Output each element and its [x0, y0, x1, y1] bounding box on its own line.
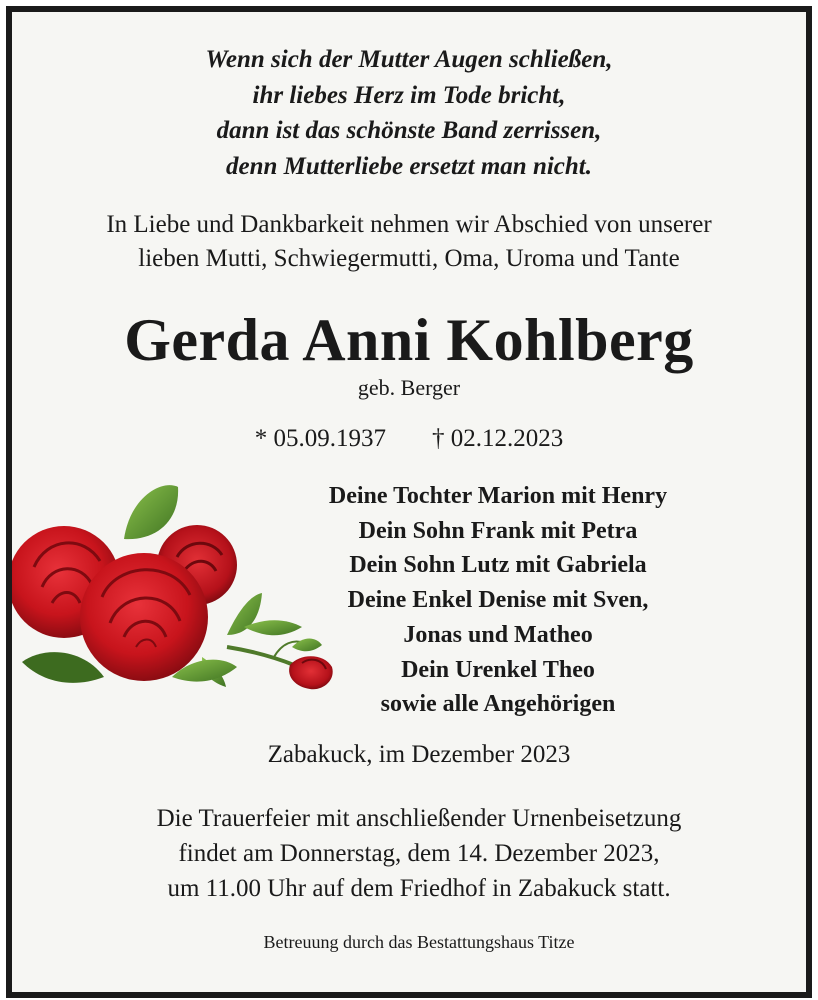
mourner-line: Deine Tochter Marion mit Henry [328, 483, 668, 509]
poem-line: ihr liebes Herz im Tode bricht, [252, 81, 566, 109]
ceremony-line: Die Trauerfeier mit anschließender Urnenbeisetzung [156, 805, 682, 832]
intro-line: In Liebe und Dankbarkeit nehmen wir Abschied von unserer [106, 211, 712, 238]
birth-date: * 05.09.1937 [254, 425, 386, 452]
mourner-line: Dein Sohn Lutz mit Gabriela [349, 552, 647, 579]
poem-line: dann ist das schönste Band zerrissen, [216, 117, 602, 144]
funeral-home-credit: Betreuung durch das Bestattungshaus Titze [263, 932, 575, 952]
poem-line: Wenn sich der Mutter Augen schließen, [205, 46, 613, 73]
deceased-name: Gerda Anni Kohlberg [124, 307, 694, 373]
mourner-line: sowie alle Angehörigen [380, 691, 616, 718]
memorial-poem [12, 42, 806, 184]
ceremony-line: findet am Donnerstag, dem 14. Dezember 2023, [178, 840, 660, 867]
maiden-name: geb. Berger [357, 375, 461, 400]
mourner-line: Deine Enkel Denise mit Sven, [347, 587, 649, 614]
poem-line: denn Mutterliebe ersetzt man nicht. [225, 152, 592, 180]
obituary-card [6, 6, 812, 998]
ceremony-details [22, 801, 816, 906]
ceremony-line: um 11.00 Uhr auf dem Friedhof in Zabakuck statt. [167, 875, 671, 902]
mourners-list [248, 479, 748, 722]
mourner-line: Dein Urenkel Theo [401, 656, 595, 683]
intro-text [12, 208, 806, 276]
death-date: † 02.12.2023 [432, 425, 564, 452]
life-dates [12, 422, 806, 456]
mourner-line: Jonas und Matheo [403, 621, 593, 648]
mourner-line: Dein Sohn Frank mit Petra [358, 517, 638, 544]
place-and-date: Zabakuck, im Dezember 2023 [267, 741, 571, 768]
intro-line: lieben Mutti, Schwiegermutti, Oma, Uroma und Tante [138, 245, 680, 272]
